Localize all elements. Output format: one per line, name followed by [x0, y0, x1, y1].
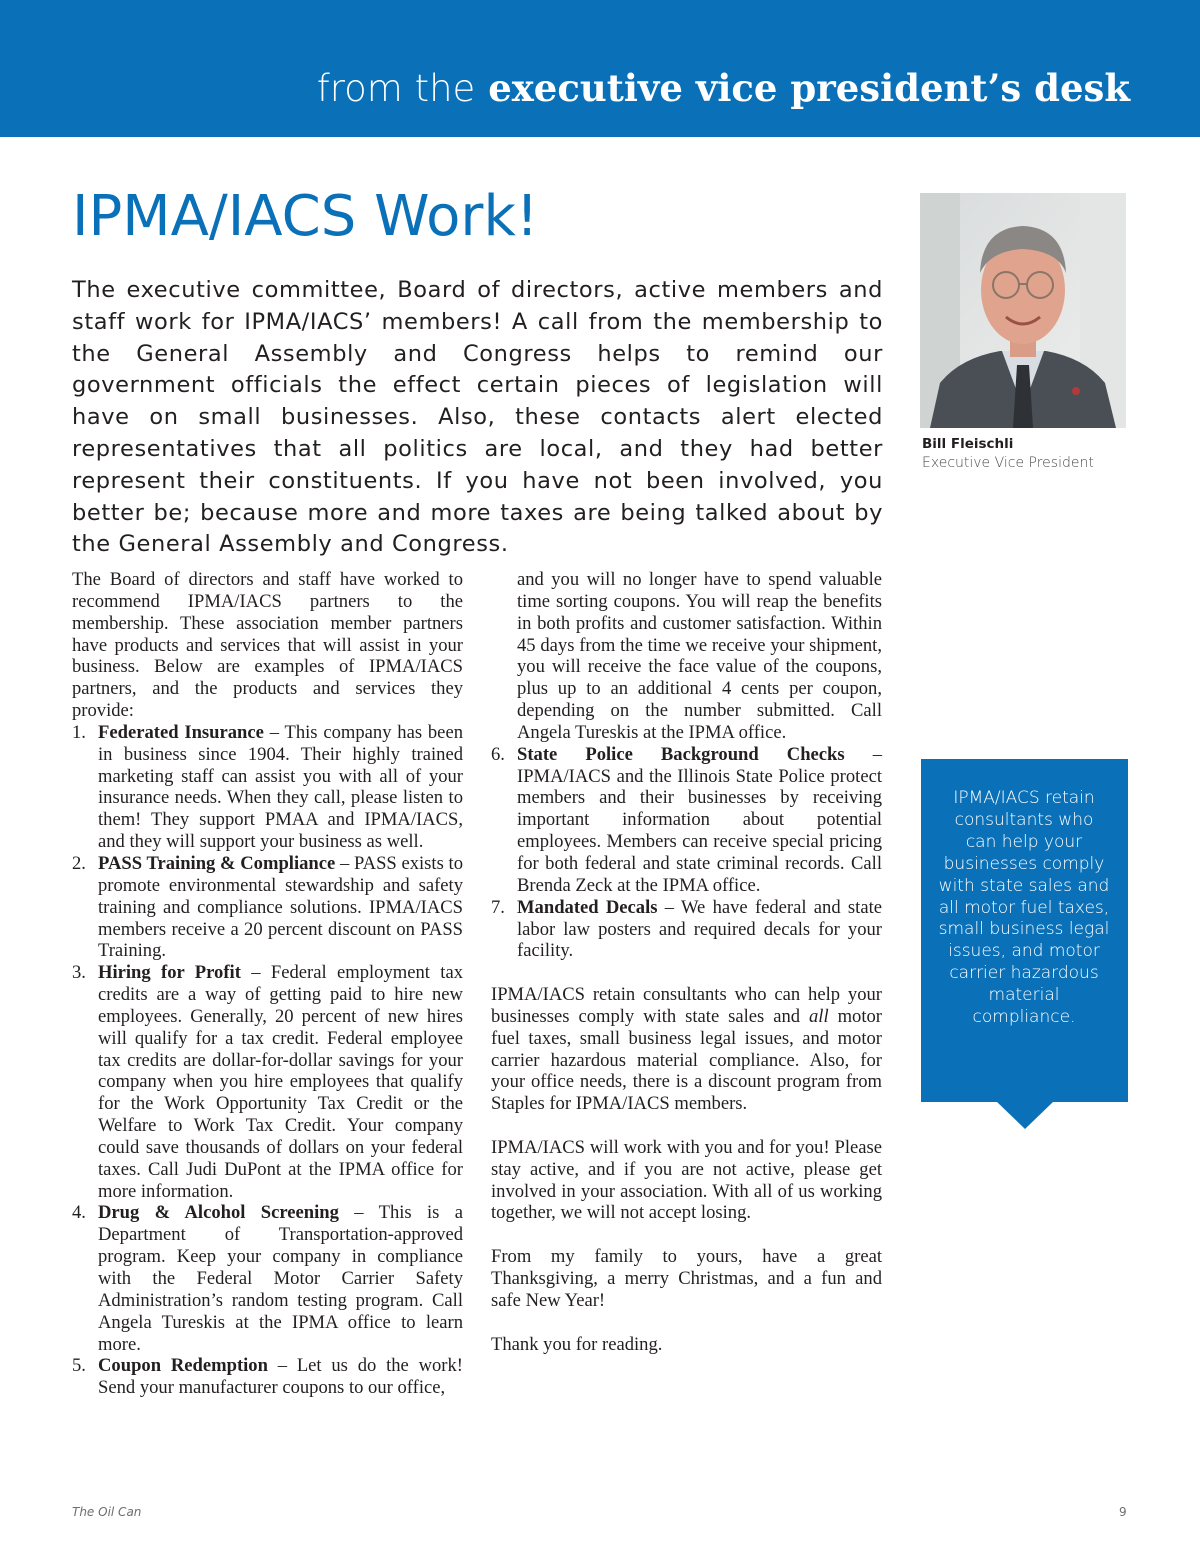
list-item	[72, 722, 463, 853]
section-title	[317, 62, 1130, 115]
list-item	[72, 853, 463, 962]
list-item-text: – We have federal and state labor law posters and required decals for your facility.	[517, 896, 882, 962]
list-item-title: Coupon Redemption	[98, 1355, 268, 1377]
partner-list	[72, 722, 463, 1399]
list-item-continued: and you will no longer have to spend valuable time sorting coupons. You will reap the benefits in both profits and customer satisfaction. Within 45 days from the time we receive your shipment, you will receive the face value of the coupons, plus up to an additional 4 cents per coupon, depending on the number submitted. Call Angela Tureskis at the IPMA office.	[517, 569, 882, 743]
column-left	[72, 569, 463, 1399]
list-item	[72, 1355, 463, 1399]
list-item	[491, 897, 882, 963]
consultants-paragraph	[491, 984, 882, 1115]
partner-list-continued	[491, 744, 882, 962]
section-title-main: executive vice president’s desk	[488, 66, 1130, 110]
list-item-text: – IPMA/IACS and the Illinois State Police protect members and their businesses by receiving important information about potential employees. Members can receive special pricing for both federal and state criminal records. Call Brenda Zeck at the IPMA office.	[517, 743, 882, 896]
list-item-text: – This company has been in business since 1904. Their highly trained marketing staff can assist you with all of your insurance needs. When they call, please listen to them! They support PMAA and IPMA/IACS, and they will support your business as well.	[98, 721, 463, 853]
list-number: 5.	[72, 1355, 86, 1377]
column-right	[491, 569, 882, 1355]
list-item	[72, 1202, 463, 1355]
article-headline: IPMA/IACS Work!	[72, 184, 539, 249]
section-title-prefix: from the	[316, 67, 476, 110]
consultants-emphasis: all	[809, 1005, 829, 1027]
author-title: Executive Vice President	[922, 455, 1094, 471]
consultants-text-a: IPMA/IACS retain consultants who can help your businesses comply with state sales and	[491, 984, 882, 1027]
list-item-title: Hiring for Profit	[98, 962, 241, 984]
work-paragraph: IPMA/IACS will work with you and for you! Please stay active, and if you are not active, please get involved in your association. With all of us working together, we will not accept losing.	[491, 1136, 882, 1224]
list-number: 4.	[72, 1202, 86, 1224]
holiday-paragraph: From my family to yours, have a great Thanksgiving, a merry Christmas, and a fun and safe New Year!	[491, 1246, 882, 1311]
list-number: 3.	[72, 962, 86, 984]
list-item-text: – This is a Department of Transportation-approved program. Keep your company in compliance with the Federal Motor Carrier Safety Administration’s random testing program. Call Angela Tureskis at the IPMA office to learn more.	[98, 1202, 463, 1355]
consultants-text-b: motor fuel taxes, small business legal issues, and motor carrier hazardous material compliance. Also, for your office needs, there is a discount program from Staples for IPMA/IACS members.	[491, 1005, 882, 1115]
lead-paragraph: The Board of directors and staff have worked to recommend IPMA/IACS partners to the membership. These association member partners have products and services that will assist in your business. Below are examples of IPMA/IACS partners, and the products and services they provide:	[72, 569, 463, 722]
page-number: 9	[1119, 1505, 1127, 1519]
pull-quote-pointer	[996, 1101, 1054, 1129]
publication-name: The Oil Can	[72, 1505, 142, 1519]
article-intro: The executive committee, Board of directors, active members and staff work for IPMA/IACS’ members! A call from the membership to the General Assembly and Congress helps to remind our government officials the effect certain pieces of legislation will have on small businesses. Also, these contacts alert elected representatives that all politics are local, and they had better represent their constituents. If you have not been involved, you better be; because more and more taxes are being talked about by the General Assembly and Congress.	[72, 277, 883, 558]
list-item-text: – Federal employment tax credits are a way of getting paid to hire new employees. Generally, 20 percent of new hires will qualify for a tax credit. Federal employee tax credits are dollar-for-dollar savings for your company when you hire employees that qualify for the Work Opportunity Tax Credit or the Welfare to Work Tax Credit. Your company could save thousands of dollars on your federal taxes. Call Judi DuPont at the IPMA office for more information.	[98, 962, 463, 1202]
author-name: Bill Fleischli	[922, 436, 1014, 452]
list-item-title: State Police Background Checks	[517, 743, 845, 765]
list-item-title: Federated Insurance	[98, 721, 264, 743]
list-item-title: Mandated Decals	[517, 896, 658, 918]
closing-paragraph: Thank you for reading.	[491, 1333, 663, 1355]
list-item-title: Drug & Alcohol Screening	[98, 1202, 339, 1224]
list-number: 6.	[491, 743, 505, 765]
author-photo	[920, 193, 1126, 428]
header-banner	[0, 0, 1200, 137]
list-item	[491, 744, 882, 897]
list-number: 1.	[72, 721, 86, 743]
list-number: 2.	[72, 852, 86, 874]
list-item-text: – PASS exists to promote environmental stewardship and safety training and compliance solutions. IPMA/IACS members receive a 20 percent discount on PASS Training.	[98, 852, 463, 962]
list-number: 7.	[491, 896, 505, 918]
list-item-title: PASS Training & Compliance	[98, 852, 336, 874]
list-item-text: – Let us do the work! Send your manufacturer coupons to our office,	[98, 1355, 463, 1399]
pull-quote-text: IPMA/IACS retain consultants who can help your businesses comply with state sales and all motor fuel taxes, small business legal issues, and motor carrier hazardous material compliance.	[938, 788, 1110, 1028]
list-item	[72, 962, 463, 1202]
